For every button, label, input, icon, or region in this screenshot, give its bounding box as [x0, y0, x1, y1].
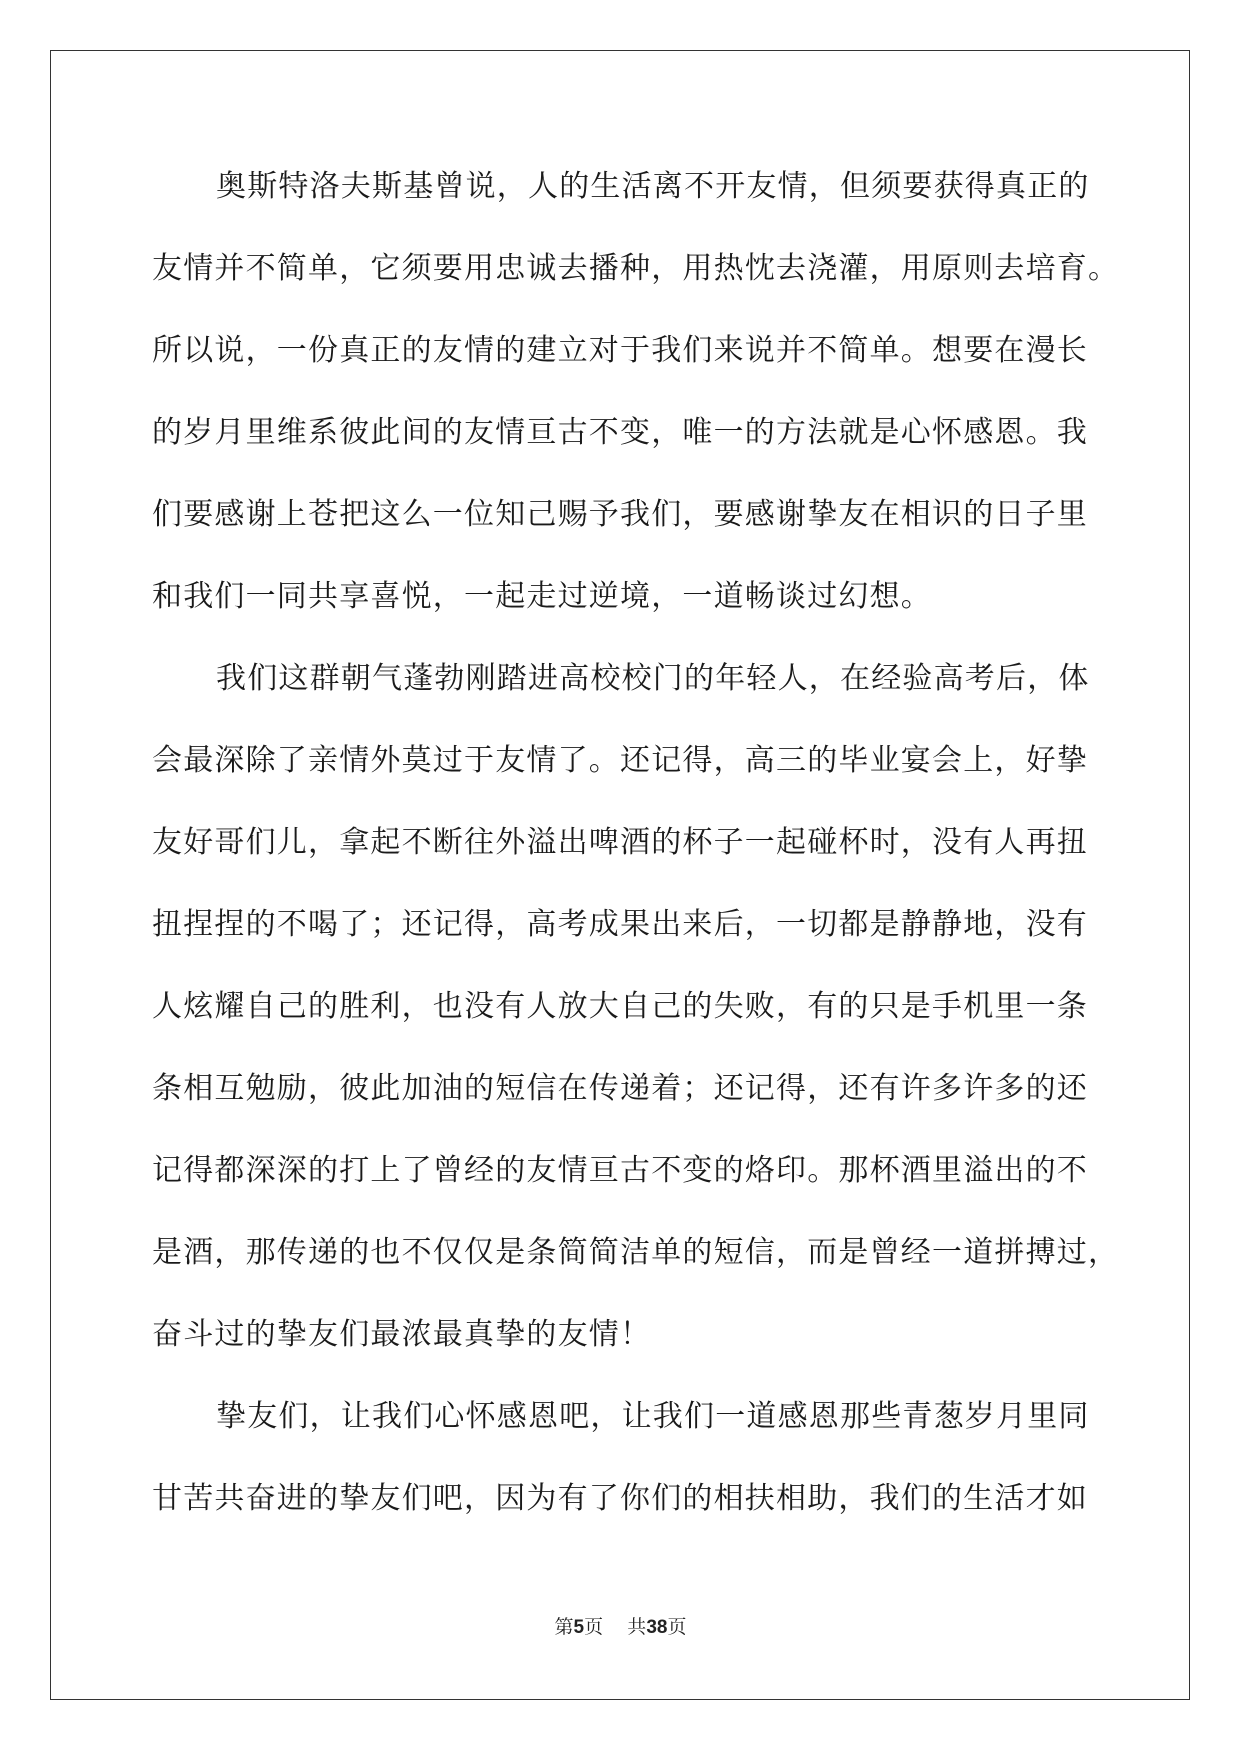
text-line: 扭捏捏的不喝了；还记得，高考成果出来后，一切都是静静地，没有: [152, 907, 1088, 942]
paragraph-start-line: 我们这群朝气蓬勃刚踏进高校校门的年轻人，在经验高考后，体: [216, 661, 1090, 696]
text-line: 的岁月里维系彼此间的友情亘古不变，唯一的方法就是心怀感恩。我: [152, 415, 1088, 450]
paragraph-start-line: 挚友们，让我们心怀感恩吧，让我们一道感恩那些青葱岁月里同: [216, 1399, 1090, 1434]
total-pages: 38: [646, 1617, 668, 1638]
text-line: 是酒，那传递的也不仅仅是条简简洁单的短信，而是曾经一道拼搏过，: [152, 1235, 1120, 1270]
text-line: 记得都深深的打上了曾经的友情亘古不变的烙印。那杯酒里溢出的不: [152, 1153, 1088, 1188]
page-suffix: 页: [584, 1616, 604, 1638]
text-line: 和我们一同共享喜悦，一起走过逆境，一道畅谈过幻想。: [152, 579, 932, 614]
text-line: 所以说，一份真正的友情的建立对于我们来说并不简单。想要在漫长: [152, 333, 1088, 368]
text-line: 条相互勉励，彼此加油的短信在传递着；还记得，还有许多许多的还: [152, 1071, 1088, 1106]
page-prefix: 第: [554, 1616, 574, 1638]
text-line: 甘苦共奋进的挚友们吧，因为有了你们的相扶相助，我们的生活才如: [152, 1481, 1088, 1516]
paragraph-start-line: 奥斯特洛夫斯基曾说，人的生活离不开友情，但须要获得真正的: [216, 169, 1090, 204]
page-number: 5: [573, 1617, 585, 1638]
total-suffix: 页: [667, 1616, 687, 1638]
page-footer: [0, 1612, 1241, 1639]
text-line: 奋斗过的挚友们最浓最真挚的友情！: [152, 1317, 652, 1352]
total-prefix: 共: [627, 1616, 647, 1638]
text-line: 会最深除了亲情外莫过于友情了。还记得，高三的毕业宴会上，好挚: [152, 743, 1088, 778]
text-line: 友好哥们儿，拿起不断往外溢出啤酒的杯子一起碰杯时，没有人再扭: [152, 825, 1088, 860]
document-body: [152, 160, 1120, 1554]
text-line: 们要感谢上苍把这么一位知己赐予我们，要感谢挚友在相识的日子里: [152, 497, 1088, 532]
text-line: 人炫耀自己的胜利，也没有人放大自己的失败，有的只是手机里一条: [152, 989, 1088, 1024]
text-line: 友情并不简单，它须要用忠诚去播种，用热忱去浇灌，用原则去培育。: [152, 251, 1120, 286]
